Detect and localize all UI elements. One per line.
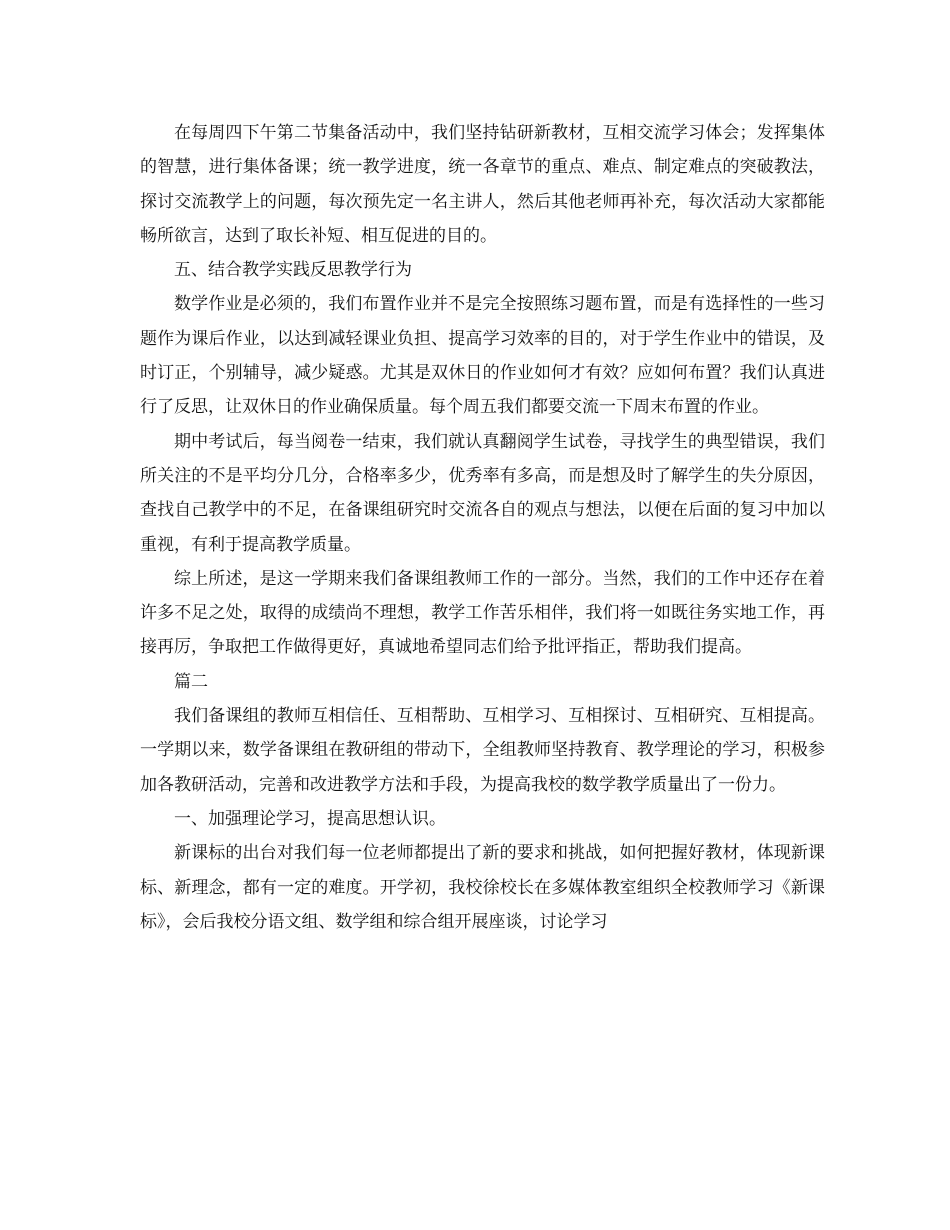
section-heading-part-two: 篇二 <box>174 671 208 692</box>
paragraph-homework: 数学作业是必须的，我们布置作业并不是完全按照练习题布置，而是有选择性的一些习题作为课后作业，以达到减轻课业负担、提高学习效率的目的，对于学生作业中的错误，及时订正，个别辅导，减少疑惑。尤其是双休日的作业如何才有效？应如何布置？我们认真进行了反思，让双休日的作业确保质量。每个周五我们都要交流一下周末布置的作业。 <box>140 294 825 418</box>
section-heading-theory-study: 一、加强理论学习，提高思想认识。 <box>174 808 446 829</box>
paragraph-new-curriculum: 新课标的出台对我们每一位老师都提出了新的要求和挑战，如何把握好教材，体现新课标、新理念，都有一定的难度。开学初，我校徐校长在多媒体教室组织全校教师学习《新课标》，会后我校分语文组、数学组和综合组开展座谈，讨论学习 <box>140 843 825 932</box>
paragraph-summary: 综上所述，是这一学期来我们备课组教师工作的一部分。当然，我们的工作中还存在着许多不足之处，取得的成绩尚不理想，教学工作苦乐相伴，我们将一如既往务实地工作，再接再厉，争取把工作做得更好，真诚地希望同志们给予批评指正，帮助我们提高。 <box>140 568 825 658</box>
document-page <box>140 116 825 939</box>
section-heading-reflection: 五、结合教学实践反思教学行为 <box>174 260 412 281</box>
paragraph-team-intro: 我们备课组的教师互相信任、互相帮助、互相学习、互相探讨、互相研究、互相提高。一学期以来，数学备课组在教研组的带动下，全组教师坚持教育、教学理论的学习，积极参加各教研活动，完善和改进教学方法和手段，为提高我校的数学教学质量出了一份力。 <box>140 706 825 795</box>
paragraph-collective-lesson-prep: 在每周四下午第二节集备活动中，我们坚持钻研新教材，互相交流学习体会；发挥集体的智慧，进行集体备课；统一教学进度，统一各章节的重点、难点、制定难点的突破教法，探讨交流教学上的问题，每次预先定一名主讲人，然后其他老师再补充，每次活动大家都能畅所欲言，达到了取长补短、相互促进的目的。 <box>140 123 825 246</box>
paragraph-midterm-exam: 期中考试后，每当阅卷一结束，我们就认真翻阅学生试卷，寻找学生的典型错误，我们所关注的不是平均分几分，合格率多少，优秀率有多高，而是想及时了解学生的失分原因，查找自己教学中的不足，在备课组研究时交流各自的观点与想法，以便在后面的复习中加以重视，有利于提高教学质量。 <box>140 431 825 555</box>
